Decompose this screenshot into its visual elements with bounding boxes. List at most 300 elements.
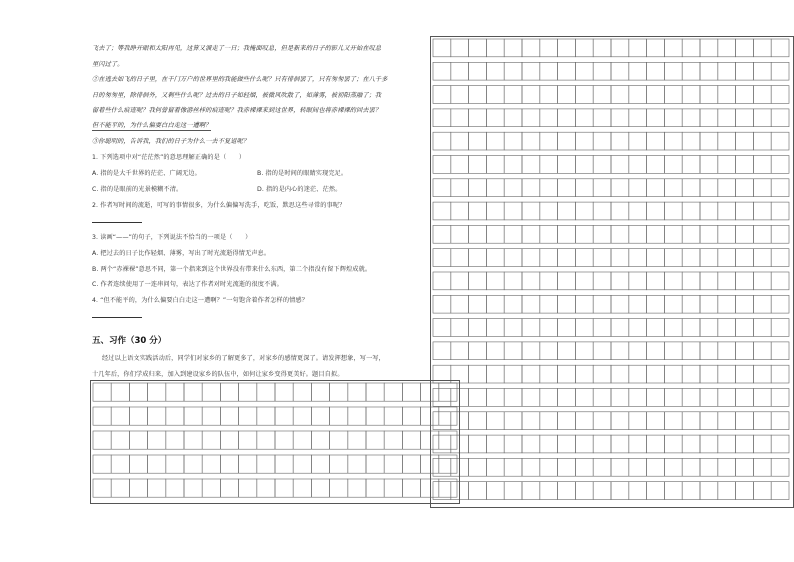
grid-cell: [93, 383, 111, 401]
grid-cell: [166, 431, 184, 449]
grid-cell: [575, 365, 593, 383]
essay-prompt-line-2: 十几年后，你们学成归来，加入到建设家乡的队伍中，如何让家乡变得更美好。题目自拟。: [92, 371, 344, 378]
grid-cell: [736, 458, 754, 476]
grid-cell: [402, 407, 420, 425]
grid-cell: [611, 62, 629, 80]
grid-cell: [522, 156, 540, 174]
grid-cell: [647, 319, 665, 337]
grid-cell: [293, 431, 311, 449]
grid-cell: [433, 179, 451, 197]
passage-line-6-underlined: 但不能平的，为什么偏要白白走这一遭啊？: [92, 122, 212, 129]
answer-blank[interactable]: [92, 317, 142, 318]
grid-cell: [384, 455, 402, 473]
grid-cell: [348, 431, 366, 449]
grid-cell: [451, 249, 469, 267]
grid-cell: [771, 249, 789, 267]
grid-cell: [451, 295, 469, 313]
grid-cell: [311, 455, 329, 473]
grid-cell: [451, 202, 469, 220]
grid-cell: [293, 383, 311, 401]
grid-cell: [540, 225, 558, 243]
grid-cell: [486, 62, 504, 80]
grid-cell: [682, 249, 700, 267]
grid-cell: [736, 132, 754, 150]
grid-cell: [575, 249, 593, 267]
grid-cell: [504, 39, 522, 57]
grid-cell: [451, 62, 469, 80]
grid-cell: [647, 39, 665, 57]
grid-cell: [504, 435, 522, 453]
grid-cell: [469, 179, 487, 197]
grid-cell: [202, 407, 220, 425]
grid-cell: [682, 319, 700, 337]
grid-cell: [93, 431, 111, 449]
grid-cell: [593, 482, 611, 500]
grid-cell: [753, 272, 771, 290]
grid-cell: [504, 412, 522, 430]
grid-cell: [504, 319, 522, 337]
grid-cell: [275, 479, 293, 497]
grid-cell: [540, 342, 558, 360]
grid-cell: [700, 132, 718, 150]
grid-cell: [433, 342, 451, 360]
grid-cell: [736, 156, 754, 174]
grid-cell: [439, 455, 457, 473]
question-2-stem: 2. 作者写时间的流逝，可写的事情很多，为什么偏偏写洗手，吃饭，默思这些寻常的事呢？: [92, 202, 346, 209]
grid-cell: [522, 86, 540, 104]
grid-cell: [629, 295, 647, 313]
grid-cell: [522, 389, 540, 407]
grid-cell: [486, 295, 504, 313]
grid-cell: [771, 109, 789, 127]
grid-cell: [504, 132, 522, 150]
grid-cell: [522, 249, 540, 267]
grid-cell: [771, 62, 789, 80]
grid-cell: [682, 202, 700, 220]
grid-cell: [700, 272, 718, 290]
grid-cell: [522, 458, 540, 476]
grid-cell: [700, 62, 718, 80]
grid-cell: [682, 225, 700, 243]
grid-cell: [682, 365, 700, 383]
grid-cell: [558, 202, 576, 220]
grid-cell: [540, 319, 558, 337]
grid-cell: [239, 407, 257, 425]
grid-cell: [629, 482, 647, 500]
grid-cell: [736, 39, 754, 57]
grid-cell: [402, 479, 420, 497]
question-1-option-a: A. 指的是大千世界的茫茫、广阔无边。: [92, 170, 201, 177]
grid-cell: [239, 479, 257, 497]
grid-cell: [718, 272, 736, 290]
grid-cell: [753, 412, 771, 430]
grid-cell: [593, 365, 611, 383]
grid-cell: [558, 482, 576, 500]
grid-cell: [753, 482, 771, 500]
grid-cell: [129, 479, 147, 497]
grid-cell: [540, 389, 558, 407]
grid-cell: [593, 179, 611, 197]
grid-cell: [575, 342, 593, 360]
grid-cell: [148, 479, 166, 497]
grid-cell: [540, 295, 558, 313]
grid-cell: [433, 202, 451, 220]
grid-cell: [184, 479, 202, 497]
grid-cell: [647, 365, 665, 383]
grid-cell: [111, 431, 129, 449]
passage-line-7: ③你聪明的，告诉我，我们的日子为什么一去不复返呢？: [92, 138, 250, 145]
grid-cell: [718, 132, 736, 150]
grid-cell: [504, 109, 522, 127]
grid-cell: [257, 479, 275, 497]
grid-cell: [664, 156, 682, 174]
grid-cell: [558, 62, 576, 80]
grid-cell: [682, 179, 700, 197]
grid-cell: [611, 295, 629, 313]
grid-cell: [611, 86, 629, 104]
grid-cell: [593, 249, 611, 267]
grid-cell: [736, 342, 754, 360]
grid-cell: [504, 389, 522, 407]
grid-cell: [558, 86, 576, 104]
writing-grid-bottom[interactable]: [90, 380, 460, 504]
passage-line-5: 留着些什么痕迹呢？我何曾留着像游丝样的痕迹呢？我赤裸裸来到这世界，转眼间也将赤裸裸的回去罢？: [92, 107, 382, 114]
grid-cell: [540, 365, 558, 383]
grid-cell: [275, 407, 293, 425]
grid-cell: [771, 458, 789, 476]
grid-cell: [540, 132, 558, 150]
grid-cell: [504, 295, 522, 313]
grid-cell: [558, 39, 576, 57]
grid-cell: [257, 407, 275, 425]
grid-cell: [451, 225, 469, 243]
grid-cell: [486, 435, 504, 453]
grid-cell: [664, 389, 682, 407]
grid-cell: [504, 62, 522, 80]
grid-cell: [718, 319, 736, 337]
grid-cell: [504, 272, 522, 290]
grid-cell: [647, 249, 665, 267]
grid-cell: [718, 109, 736, 127]
grid-cell: [753, 389, 771, 407]
grid-cell: [433, 319, 451, 337]
grid-cell: [486, 458, 504, 476]
grid-cell: [433, 156, 451, 174]
grid-cell: [736, 389, 754, 407]
grid-cell: [771, 202, 789, 220]
grid-cell: [129, 407, 147, 425]
grid-cell: [753, 132, 771, 150]
grid-cell: [700, 412, 718, 430]
grid-cell: [575, 132, 593, 150]
grid-cell: [682, 272, 700, 290]
grid-cell: [593, 412, 611, 430]
grid-cell: [486, 389, 504, 407]
grid-cell: [664, 179, 682, 197]
grid-cell: [486, 39, 504, 57]
grid-cell: [166, 455, 184, 473]
grid-cell: [558, 249, 576, 267]
grid-cell: [647, 412, 665, 430]
grid-cell: [611, 156, 629, 174]
grid-cell: [718, 365, 736, 383]
grid-cell: [771, 319, 789, 337]
grid-cell: [664, 272, 682, 290]
grid-cell: [293, 407, 311, 425]
grid-cell: [753, 435, 771, 453]
grid-cell: [611, 39, 629, 57]
grid-cell: [647, 389, 665, 407]
grid-cell: [629, 342, 647, 360]
grid-cell: [575, 272, 593, 290]
grid-cell: [469, 342, 487, 360]
grid-cell: [540, 249, 558, 267]
grid-cell: [220, 479, 238, 497]
grid-cell: [575, 109, 593, 127]
grid-cell: [611, 412, 629, 430]
grid-cell: [736, 86, 754, 104]
grid-cell: [629, 39, 647, 57]
grid-cell: [647, 295, 665, 313]
grid-cell: [558, 389, 576, 407]
grid-cell: [647, 62, 665, 80]
grid-cell: [647, 86, 665, 104]
grid-cell: [220, 407, 238, 425]
grid-cell: [753, 39, 771, 57]
grid-cell: [469, 132, 487, 150]
grid-cell: [366, 479, 384, 497]
grid-cell: [647, 109, 665, 127]
grid-cell: [439, 431, 457, 449]
grid-cell: [700, 319, 718, 337]
grid-cell: [293, 455, 311, 473]
grid-cell: [257, 455, 275, 473]
grid-cell: [451, 109, 469, 127]
grid-cell: [469, 412, 487, 430]
grid-cell: [469, 295, 487, 313]
grid-cell: [593, 156, 611, 174]
grid-cell: [629, 202, 647, 220]
grid-cell: [700, 295, 718, 313]
grid-cell: [220, 431, 238, 449]
grid-cell: [522, 342, 540, 360]
answer-blank[interactable]: [92, 222, 142, 223]
grid-cell: [558, 319, 576, 337]
grid-cell: [700, 156, 718, 174]
grid-cell: [558, 132, 576, 150]
grid-cell: [558, 109, 576, 127]
grid-cell: [682, 295, 700, 313]
grid-cell: [753, 295, 771, 313]
grid-cell: [469, 62, 487, 80]
passage-line-2: 里闪过了。: [92, 61, 124, 68]
grid-cell: [486, 156, 504, 174]
grid-cell: [558, 179, 576, 197]
grid-cell: [718, 482, 736, 500]
grid-cell: [736, 365, 754, 383]
grid-cell: [330, 383, 348, 401]
grid-cell: [148, 431, 166, 449]
grid-cell: [753, 319, 771, 337]
grid-cell: [202, 455, 220, 473]
grid-cell: [504, 365, 522, 383]
grid-cell: [275, 383, 293, 401]
grid-cell: [736, 62, 754, 80]
grid-cell: [522, 365, 540, 383]
grid-cell: [275, 431, 293, 449]
grid-cell: [558, 365, 576, 383]
grid-cell: [330, 455, 348, 473]
question-3-option-b: B. 两个“赤裸裸”意思不同，第一个指来到这个世界没有带来什么东西，第二个指没有留下辉煌成就。: [92, 266, 372, 273]
grid-cell: [522, 62, 540, 80]
grid-cell: [664, 39, 682, 57]
grid-cell: [629, 365, 647, 383]
grid-cell: [700, 39, 718, 57]
grid-cell: [522, 272, 540, 290]
grid-cell: [469, 482, 487, 500]
grid-cell: [575, 435, 593, 453]
grid-cell: [771, 225, 789, 243]
grid-cell: [718, 249, 736, 267]
grid-cell: [504, 458, 522, 476]
grid-cell: [736, 482, 754, 500]
question-1-option-c: C. 指的是眼前的光景模糊不清。: [92, 186, 183, 193]
grid-cell: [451, 342, 469, 360]
grid-cell: [682, 458, 700, 476]
grid-cell: [522, 109, 540, 127]
grid-cell: [522, 202, 540, 220]
grid-cell: [664, 249, 682, 267]
grid-cell: [736, 435, 754, 453]
grid-cell: [111, 479, 129, 497]
grid-cell: [239, 431, 257, 449]
grid-cell: [718, 458, 736, 476]
grid-cell: [486, 319, 504, 337]
grid-cell: [611, 272, 629, 290]
grid-cell: [93, 455, 111, 473]
grid-cell: [469, 86, 487, 104]
essay-prompt-line-1: 经过以上语文实践活动后，同学们对家乡的了解更多了，对家乡的感情更深了。请发挥想象，写一写，: [102, 355, 385, 362]
grid-cell: [504, 249, 522, 267]
grid-cell: [647, 482, 665, 500]
grid-cell: [451, 156, 469, 174]
grid-cell: [771, 389, 789, 407]
grid-cell: [486, 365, 504, 383]
grid-cell: [540, 39, 558, 57]
grid-cell: [421, 431, 439, 449]
grid-cell: [433, 295, 451, 313]
grid-cell: [718, 202, 736, 220]
writing-grid-right[interactable]: [430, 36, 794, 508]
grid-cell: [629, 132, 647, 150]
grid-cell: [682, 156, 700, 174]
grid-cell: [433, 132, 451, 150]
grid-cell: [451, 132, 469, 150]
grid-cell: [753, 458, 771, 476]
grid-cell: [148, 455, 166, 473]
grid-cell: [593, 295, 611, 313]
grid-cell: [629, 62, 647, 80]
grid-cell: [629, 272, 647, 290]
grid-cell: [593, 272, 611, 290]
grid-cell: [111, 407, 129, 425]
grid-cell: [366, 383, 384, 401]
grid-cell: [257, 383, 275, 401]
grid-cell: [451, 39, 469, 57]
grid-cell: [647, 342, 665, 360]
grid-cell: [575, 62, 593, 80]
grid-cell: [664, 458, 682, 476]
grid-cell: [540, 86, 558, 104]
grid-cell: [700, 179, 718, 197]
grid-cell: [558, 435, 576, 453]
grid-cell: [611, 389, 629, 407]
grid-cell: [700, 249, 718, 267]
grid-cell: [611, 109, 629, 127]
passage-line-3: ②在逃去如飞的日子里，在千门万户的世界里的我能做些什么呢？只有徘徊罢了，只有匆匆罢了；在八千多: [92, 76, 388, 83]
grid-cell: [522, 319, 540, 337]
grid-cell: [486, 132, 504, 150]
grid-cell: [736, 272, 754, 290]
question-1-option-b: B. 指的是时间的眼睛实现完足。: [257, 170, 348, 177]
grid-cell: [611, 202, 629, 220]
grid-cell: [439, 479, 457, 497]
grid-cell: [611, 365, 629, 383]
grid-cell: [469, 389, 487, 407]
grid-cell: [629, 109, 647, 127]
grid-cell: [522, 482, 540, 500]
grid-cell: [469, 39, 487, 57]
grid-cell: [504, 86, 522, 104]
grid-cell: [682, 412, 700, 430]
grid-cell: [166, 407, 184, 425]
grid-cell: [451, 272, 469, 290]
grid-cell: [540, 62, 558, 80]
grid-cell: [504, 225, 522, 243]
grid-cell: [664, 295, 682, 313]
grid-cell: [522, 225, 540, 243]
grid-cell: [700, 435, 718, 453]
grid-cell: [718, 39, 736, 57]
grid-cell: [575, 389, 593, 407]
grid-cell: [771, 132, 789, 150]
grid-cell: [647, 179, 665, 197]
grid-cell: [718, 62, 736, 80]
grid-cell: [348, 407, 366, 425]
grid-cell: [433, 249, 451, 267]
grid-cell: [593, 225, 611, 243]
grid-cell: [486, 342, 504, 360]
grid-cell: [384, 383, 402, 401]
grid-cell: [111, 383, 129, 401]
grid-cell: [239, 383, 257, 401]
grid-cell: [647, 225, 665, 243]
grid-cell: [647, 272, 665, 290]
grid-cell: [469, 458, 487, 476]
grid-cell: [593, 86, 611, 104]
passage-line-4: 日的匆匆里，除徘徊外，又剩些什么呢？过去的日子如轻烟，被微风吹散了，如薄雾，被初阳蒸融了；我: [92, 92, 382, 99]
grid-cell: [366, 455, 384, 473]
grid-cell: [330, 479, 348, 497]
grid-cell: [486, 179, 504, 197]
grid-cell: [129, 455, 147, 473]
grid-cell: [593, 109, 611, 127]
grid-cell: [129, 431, 147, 449]
grid-cell: [700, 86, 718, 104]
grid-cell: [736, 249, 754, 267]
grid-cell: [700, 109, 718, 127]
grid-cell: [486, 482, 504, 500]
